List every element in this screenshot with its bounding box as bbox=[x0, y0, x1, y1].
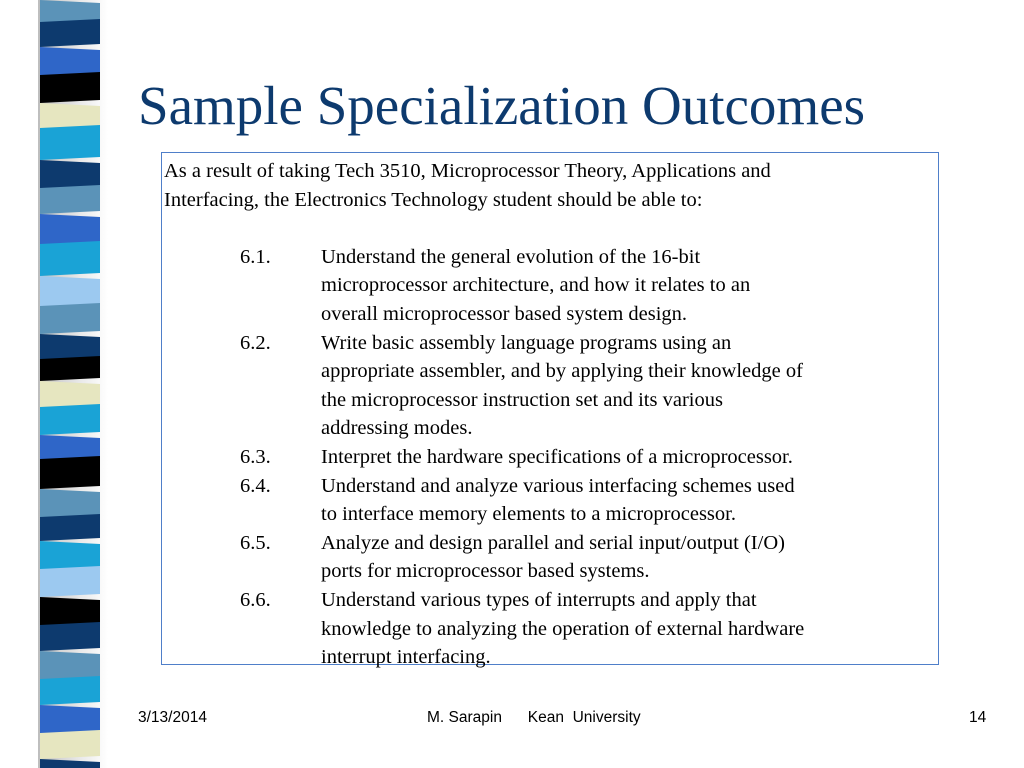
outcome-text: Understand the general evolution of the 16-bit microprocessor architecture, and how it relates to an overall microprocessor based system design. bbox=[321, 245, 751, 325]
outcome-number: 6.5. bbox=[240, 531, 271, 554]
outcome-number: 6.6. bbox=[240, 588, 271, 611]
footer-date: 3/13/2014 bbox=[138, 709, 207, 726]
outcome-item bbox=[164, 329, 938, 443]
outcome-text: Write basic assembly language programs using an appropriate assembler, and by applying their knowledge of the microprocessor instruction set and its various addressing modes. bbox=[321, 331, 803, 440]
outcome-text: Understand and analyze various interfacing schemes used to interface memory elements to a microprocessor. bbox=[321, 474, 795, 526]
outcome-item bbox=[164, 443, 938, 472]
strip-block bbox=[40, 456, 100, 489]
decorative-color-strip bbox=[0, 0, 100, 768]
strip-block bbox=[40, 185, 100, 214]
outcome-number: 6.2. bbox=[240, 331, 271, 354]
strip-block bbox=[40, 514, 100, 541]
outcome-text: Interpret the hardware specifications of a microprocessor. bbox=[321, 445, 793, 468]
strip-block bbox=[40, 19, 100, 47]
outcome-number: 6.1. bbox=[240, 245, 271, 268]
strip-block bbox=[40, 72, 100, 103]
strip-block bbox=[40, 356, 100, 381]
outcome-list bbox=[164, 243, 938, 672]
outcome-item bbox=[164, 472, 938, 529]
outcome-text: Understand various types of interrupts and apply that knowledge to analyzing the operation of external hardware interrupt interfacing. bbox=[321, 588, 805, 669]
footer-author: M. Sarapin Kean University bbox=[427, 709, 641, 726]
strip-block bbox=[40, 730, 100, 759]
outcome-item bbox=[164, 243, 938, 329]
outcome-item bbox=[164, 529, 938, 586]
outcome-text: Analyze and design parallel and serial input/output (I/O) ports for microprocessor based systems. bbox=[321, 531, 785, 583]
strip-block bbox=[40, 125, 100, 160]
slide-title: Sample Specialization Outcomes bbox=[138, 75, 866, 136]
outcome-item bbox=[164, 586, 938, 672]
strip-block bbox=[40, 566, 100, 597]
outcome-number: 6.4. bbox=[240, 474, 271, 497]
strip-block bbox=[40, 759, 100, 768]
strip-block bbox=[40, 241, 100, 276]
strip-block bbox=[40, 676, 100, 705]
intro-paragraph: As a result of taking Tech 3510, Microprocessor Theory, Applications and Interfacing, the Electronics Technology student should be able to: bbox=[164, 160, 771, 211]
outcomes-text-box bbox=[161, 152, 939, 669]
footer-page-number: 14 bbox=[969, 709, 987, 726]
strip-block bbox=[40, 303, 100, 334]
strip-block bbox=[40, 622, 100, 651]
outcome-number: 6.3. bbox=[240, 445, 271, 468]
strip-block bbox=[40, 404, 100, 435]
